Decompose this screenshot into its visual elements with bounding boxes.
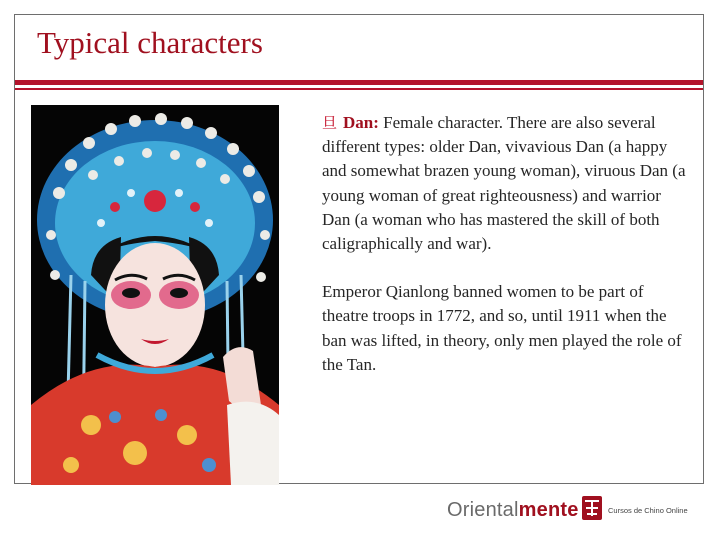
- slide-title: Typical characters: [37, 25, 263, 60]
- paragraph-dan-description: [322, 111, 692, 256]
- term-dan: Dan:: [343, 113, 379, 132]
- paragraph-history: Emperor Qianlong banned women to be part of theatre troops in 1772, and so, until 1911 when the ban was lifted, in theory, only men played the role of the Tan.: [322, 282, 682, 374]
- logo-suffix: mente: [518, 499, 579, 521]
- body-text: [322, 111, 692, 401]
- chinese-seal-icon: [580, 494, 604, 522]
- slide-frame: [14, 14, 704, 484]
- title-divider-thick: [15, 80, 703, 85]
- logo-tagline: Cursos de Chino Online: [608, 506, 688, 515]
- dan-performer-photo: [31, 105, 279, 485]
- logo-wordmark: [447, 499, 579, 522]
- dan-glyph: 旦: [322, 114, 338, 132]
- dan-description: Female character. There are also several different types: older Dan, vivavious Dan (a happy and somewhat brazen young woman), viruous Dan (a young woman of great righteousness) and warrior Dan (a woman who has mastered the skill of both caligraphically and war).: [322, 113, 686, 254]
- logo-prefix: Oriental: [447, 499, 519, 521]
- title-divider-thin: [15, 88, 703, 90]
- orientalmente-logo: [447, 494, 717, 530]
